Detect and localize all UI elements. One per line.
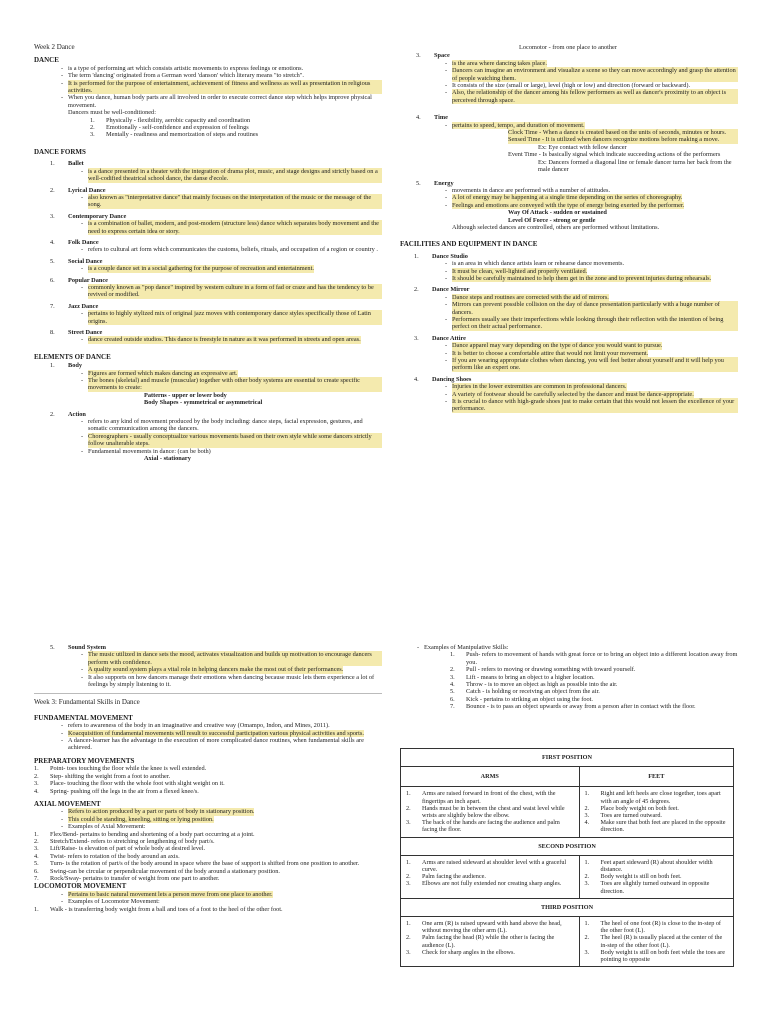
- patterns-line: Patterns - upper or lower body: [144, 391, 227, 399]
- dance-bullets: [56, 65, 382, 109]
- dance-heading: DANCE: [34, 56, 59, 65]
- conditioned-list: [90, 117, 382, 139]
- list-item: 1. Physically - flexibility, aerobic capacity and coordination: [90, 116, 251, 124]
- feet-header: FEET: [579, 767, 733, 787]
- list-item: 4. Twist- refers to rotation of the body around an axis.: [34, 852, 180, 860]
- list-item: - It consists of the size (small or large), level (high or low) and direction (forward or backward).: [444, 82, 691, 90]
- list-item: - is the area where dancing takes place.: [444, 59, 547, 67]
- section-heading: 1. Ballet: [50, 160, 84, 168]
- list-item: - Dance apparel may vary depending on the type of dance you would want to pursue.: [444, 342, 663, 350]
- right-column: [398, 44, 738, 413]
- week2-title: Week 2 Dance: [34, 43, 75, 51]
- list-item: - Performers usually see their imperfections while looking through their reflection with the intention of being perfect on their actual performance.: [440, 316, 738, 331]
- section-heading: 7. Jazz Dance: [50, 302, 99, 310]
- fund-heading: FUNDAMENTAL MOVEMENT: [34, 713, 133, 722]
- event-time-line: Event Time - Is basically signal which indicate succeeding actions of the performers: [508, 151, 721, 159]
- section-heading: 5. Social Dance: [50, 257, 103, 265]
- list-item: - Dancers can imagine an environment and visualize a scene so they can move accordingly and grasp the attention of people watching them.: [440, 67, 738, 82]
- list-item: - is a couple dance set in a social gathering for the purpose of recreation and entertainment.: [80, 265, 314, 273]
- section-heading: 6. Popular Dance: [50, 276, 108, 284]
- left-column: [34, 44, 382, 463]
- element-sound: 5. Sound System: [50, 644, 106, 651]
- list-item: - Feelings and emotions are conveyed with the type of energy being exerted by the performer.: [444, 201, 685, 209]
- body-shapes-line: Body Shapes - symmetrical or asymmetrical: [144, 399, 263, 407]
- list-item: 7. Rock/Sway- pertains to transfer of weight from one part to another.: [34, 874, 220, 882]
- list-item: - Examples of Axial Movement:: [60, 823, 146, 831]
- list-item: - It is performed for the purpose of entertainment, achievement of fitness and wellness as well as presentation in religious activities.: [56, 80, 382, 95]
- list-item: - Koacquisition of fundamental movements will result to successful participation various physical activities and sports.: [60, 729, 364, 737]
- list-item: 5. Catch - is holding or receiving an object from the air.: [450, 688, 600, 696]
- list-item: 3. Lift - means to bring an object to a higher location.: [450, 673, 595, 681]
- section-heading: 3. Dance Attire: [414, 334, 466, 342]
- list-item: 7. Bounce - is to pass an object upwards or away from a person after in contact with the floor.: [450, 703, 696, 711]
- list-item: - movements in dance are performed with a number of attitudes.: [444, 186, 611, 194]
- axial-line: Axial - stationary: [144, 455, 191, 463]
- list-item: 3. Lift/Raise- is elevation of part of whole body at desired level.: [34, 845, 206, 853]
- list-item: - The music utilized in dance sets the mood, activates visualization and builds up motivation to encourage dancers perform with confidence.: [76, 651, 382, 666]
- forms-heading: DANCE FORMS: [34, 147, 86, 156]
- list-item: 4. Throw - is to move an object as high as possible into the air.: [450, 681, 618, 689]
- clock-time-line: Clock Time - When a dance is created based on the units of seconds, minutes or hours.: [508, 129, 738, 136]
- second-feet-cell: 1. Feet apart sideward (R) about shoulder width distance. 2. Body weight is still on both feet. 3. Toes are slightly turned outward in opposite direction.: [579, 855, 733, 898]
- section-heading: 2. Lyrical Dance: [50, 186, 106, 194]
- section-heading: 8. Street Dance: [50, 329, 103, 336]
- arms-header: ARMS: [401, 767, 580, 787]
- list-item: 4. Spring- pushing off the legs in the air from a flexed knee/s.: [34, 787, 199, 795]
- prep-list: [34, 765, 382, 795]
- third-feet-cell: 1. The heel of one foot (R) is close to the in-step of the other foot (L). 2. The heel (R) is usually placed at the center of the in-step of the other foot (L). 3. Body weight is still on both feet while the toes are pointing to opposite: [579, 917, 733, 967]
- prep-heading: PREPARATORY MOVEMENTS: [34, 756, 135, 765]
- list-item: 1. Point- toes touching the floor while the knee is well extended.: [34, 765, 207, 773]
- list-item: - Also, the relationship of the dancer among his fellow performers as well as dancer's proximity to an object is perceived through space.: [440, 89, 738, 104]
- second-position-header: SECOND POSITION: [401, 837, 734, 855]
- section-heading: 1. Dance Studio: [414, 252, 468, 260]
- list-item: - refers to awareness of the body in an imaginative and creative way (Omampo, Indon, and Mines, 2011).: [60, 722, 330, 730]
- element-energy: 5. Energy: [416, 179, 454, 187]
- sensed-time-line: Sensed Time - It is utilized when dancers recognize motions before making a move.: [508, 136, 738, 143]
- elements-heading: ELEMENTS OF DANCE: [34, 352, 111, 361]
- section-heading: 4. Folk Dance: [50, 238, 99, 246]
- axial-heading: AXIAL MOVEMENT: [34, 799, 101, 808]
- list-item: - It is crucial to dance with high-grade shoes just to make certain that this would not lessen the excellence of your performance.: [440, 398, 738, 413]
- list-item: - The bones (skeletal) and muscle (muscular) together with other body systems are essential to create specific movements to create:: [76, 377, 382, 392]
- list-item: 2. Stretch/Extend- refers to stretching or lengthening of body part/s.: [34, 837, 215, 845]
- list-item: 6. Swing-can be circular or perpendicular movement of the body around a stationary position.: [34, 867, 280, 875]
- manipulative-section: - Examples of Manipulative Skills: 1. Push- refers to movement of hands with great force or to bring an object into a different location away from you. 2. Pull - refers to moving or drawing something with toward yourself. 3. Lift - means to bring an object to a higher location. 4. Throw - is to move an object as high as possible into the air. 5. Catch - is holding or receiving an object from the air. 6. Kick - pertains to striking an object using the foot. 7. Bounce - is to pass an object upwards or away from a person after in contact with the floor.: [416, 644, 738, 711]
- list-item: 5. Turn- is the rotation of part/s of the body around in space where the base of support is shifted from one position to another.: [34, 860, 360, 868]
- list-item: - Refers to action produced by a part or parts of body in stationary position.: [60, 808, 255, 816]
- list-item: - also known as "interpretative dance" that mainly focuses on the interpretation of the music or the message of the song.: [76, 194, 382, 209]
- section-heading: 3. Contemporary Dance: [50, 212, 127, 220]
- event-time-example: Ex: Dancers formed a diagonal line or female dancer turns her back from the male dancer: [538, 158, 732, 174]
- positions-table: [400, 748, 734, 967]
- axial-list: [34, 831, 382, 883]
- list-item: - A variety of footwear should be carefully selected by the dancer and must be dance-appropriate.: [444, 390, 694, 398]
- element-body: 1. Body: [50, 362, 82, 370]
- manip-intro: Examples of Manipulative Skills:: [424, 644, 509, 651]
- list-item: - Choreographers - usually conceptualize various movements based on their own style while some dancers strictly follow unalterable steps.: [76, 433, 382, 448]
- week3-title: Week 3: Fundamental Skills in Dance: [34, 698, 140, 707]
- list-item: - refers to cultural art form which communicates the customs, beliefs, rituals, and occupation of a region or country .: [80, 246, 378, 254]
- conditioned-intro: Dancers must be well-conditioned:: [68, 109, 156, 117]
- list-item: - A dancer-learner has the advantage in the execution of more complicated dance routines, when fundamental skills are achieved.: [60, 737, 364, 752]
- loco-list: [34, 906, 382, 913]
- list-item: - It should be carefully maintained to help them get in the zone and to prevent injuries during rehearsals.: [444, 274, 712, 282]
- manip-list: [450, 651, 738, 710]
- element-time: 4. Time: [416, 114, 448, 122]
- list-item: 2. Pull - refers to moving or drawing something with toward yourself.: [450, 666, 636, 674]
- list-item: - pertains to highly stylized mix of original jazz moves with contemporary dance styles specifically those of Latin origins.: [76, 310, 382, 325]
- list-item: - It is better to choose a comfortable attire that would not limit your movement.: [444, 349, 649, 357]
- list-item: - is a type of performing art which consists artistic movements to express feelings or emotions.: [60, 64, 304, 72]
- list-item: - Examples of Locomotor Movement:: [60, 898, 160, 906]
- list-item: - commonly known as "pop dance" inspired by western culture in a form of fad or craze and has the tendency to be revived or modified.: [76, 284, 382, 299]
- divider: [34, 693, 382, 694]
- facilities-heading: FACILITIES AND EQUIPMENT IN DANCE: [400, 240, 538, 249]
- list-item: - This could be standing, kneeling, sitting or lying position.: [60, 815, 214, 823]
- list-item: 1. Flex/Bend- pertains to bending and shortening of a body part occurring at a joint.: [34, 830, 255, 838]
- level-of-force: Level Of Force - strong or gentle: [508, 216, 596, 224]
- section-heading: 4. Dancing Shoes: [414, 375, 472, 383]
- list-item: - pertains to speed, tempo, and duration of movement.: [444, 121, 585, 129]
- list-item: - Dance steps and routines are corrected with the aid of mirrors.: [444, 293, 609, 301]
- sensed-time-example: Ex: Eye contact with fellow dancer: [538, 143, 627, 151]
- list-item: - A quality sound system plays a vital role in helping dancers make the most out of their performances.: [80, 666, 344, 674]
- list-item: 3. Mentally - readiness and memorization of steps and routines: [90, 131, 259, 139]
- element-space: 3. Space: [416, 52, 450, 60]
- element-action: 2. Action: [50, 410, 86, 418]
- list-item: 2. Emotionally - self-confidence and expression of feelings: [90, 124, 249, 132]
- locomotor-line: Locomotor - from one place to another: [519, 44, 617, 51]
- list-item: 1. Walk - is transferring body weight from a ball and toes of a foot to the heel of the other foot.: [34, 905, 283, 913]
- left-lower-column: [34, 644, 382, 913]
- list-item: - It must be clean, well-lighted and properly ventilated.: [444, 267, 588, 275]
- list-item: 2. Step- shifting the weight from a foot to another.: [34, 772, 171, 780]
- list-item: - dance created outside studios. This dance is freestyle in nature as it was performed in streets and open areas.: [80, 336, 361, 344]
- list-item: - Pertains to basic natural movement lets a person move from one place to another.: [60, 890, 273, 898]
- list-item: 3. Place- touching the floor with the whole foot with slight weight on it.: [34, 780, 225, 788]
- list-item: - refers to any kind of movement produced by the body including: dance steps, facial expression, gestures, and somatic communication among the dancers.: [80, 418, 363, 433]
- list-item: - Injuries in the lower extremities are common in professional dancers.: [444, 383, 627, 391]
- third-position-header: THIRD POSITION: [401, 898, 734, 916]
- list-item: - It also supports on how dancers manage their emotions when dancing because music lets them experience a lot of feelings by simply listening to it.: [80, 673, 375, 689]
- list-item: - The term 'dancing' originated from a German word 'danson' which literary means "to stretch".: [60, 72, 304, 80]
- list-item: - is an area in which dance artists learn or rehearse dance movements.: [444, 260, 625, 268]
- list-item: - is a combination of ballet, modern, and post-modern (structure less) dance which separates body movement and the need to express certain idea or story.: [76, 220, 382, 235]
- list-item: - Fundamental movements in dance: (can be both): [80, 447, 211, 455]
- first-feet-cell: 1. Right and left heels are close together, toes apart with an angle of 45 degrees. 2. Place body weight on both feet. 3. Toes are turned outward. 4. Make sure that both feet are placed in the opposite direction.: [579, 787, 733, 837]
- list-item: - A lot of energy may be happening at a single time depending on the series of choreography.: [444, 194, 683, 202]
- facilities-list: [398, 253, 738, 413]
- list-item: - is a dance presented in a theater with the integration of drama plot, music, and stage designs and strictly based on a well-codified theatrical school dance, the danse d'ecole.: [76, 168, 382, 183]
- list-item: 6. Kick - pertains to striking an object using the foot.: [450, 695, 593, 703]
- list-item: 1. Push- refers to movement of hands with great force or to bring an object into a different location away from you.: [450, 651, 738, 666]
- energy-last: Although selected dances are controlled, others are performed without limitations.: [452, 223, 660, 231]
- third-arms-cell: 1. One arm (R) is raised upward with hand above the head, without moving the other arm (L). 2. Palm facing the head (R) while the other is facing the audience (L). 3. Check for sharp angles in the elbows.: [401, 917, 580, 967]
- list-item: - Figures are formed which makes dancing an expressive art.: [80, 369, 238, 377]
- list-item: - Mirrors can prevent possible collision on the day of dance presentation particularly with a huge number of dancers.: [440, 301, 738, 316]
- way-of-attack: Way Of Attack - sudden or sustained: [508, 209, 607, 217]
- list-item: - If you are wearing appropriate clothes when dancing, you will feel better about yourself and it will help you perform like an expert one.: [440, 357, 738, 372]
- dance-forms-list: [34, 160, 382, 344]
- section-heading: 2. Dance Mirror: [414, 286, 470, 294]
- first-position-header: FIRST POSITION: [401, 749, 734, 767]
- list-item: - When you dance, human body parts are all involved in order to execute correct dance step which helps improve physical movement.: [60, 94, 372, 109]
- second-arms-cell: 1. Arms are raised sideward at shoulder level with a graceful curve. 2. Palm facing the audience. 3. Elbows are not fully extended nor creating sharp angles.: [401, 855, 580, 898]
- loco-heading: LOCOMOTOR MOVEMENT: [34, 882, 127, 891]
- first-arms-cell: 1. Arms are raised forward in front of the chest, with the fingertips an inch apart. 2. Hands must be in between the chest and waist level while wrists are slightly below the elbow. 3. The back of the hands are facing the audience and palm facing the floor.: [401, 787, 580, 837]
